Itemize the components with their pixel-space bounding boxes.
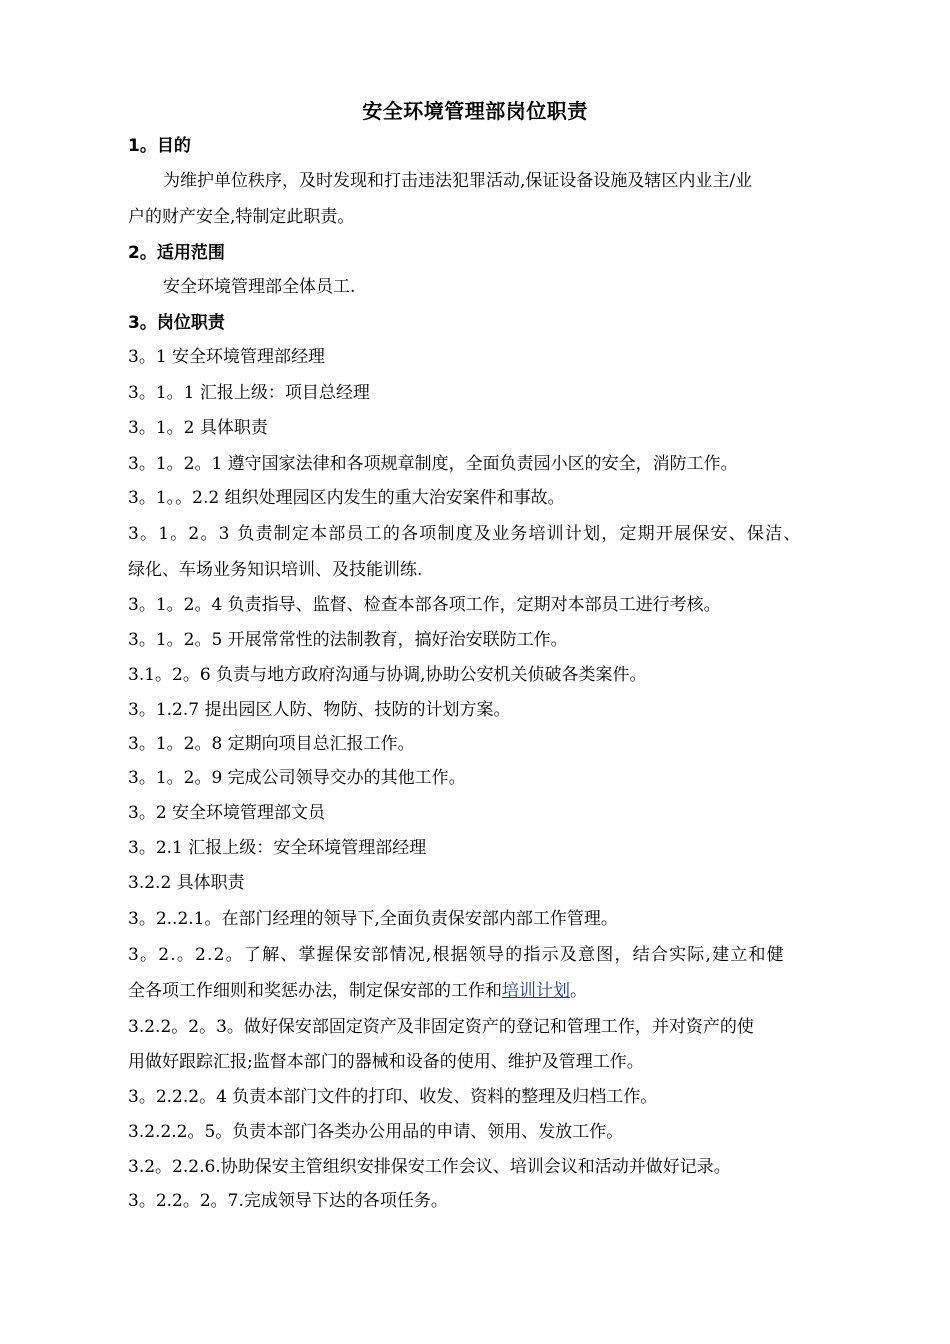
duty-line: 3。1。2 具体职责 — [128, 418, 268, 438]
duty-line: 3。1。2。5 开展常常性的法制教育，搞好治安联防工作。 — [128, 630, 568, 650]
section-heading-purpose: 1。目的 — [128, 136, 191, 156]
section-heading-duties: 3。岗位职责 — [128, 313, 225, 333]
duty-line — [128, 978, 587, 1004]
duty-line: 3。1。2。9 完成公司领导交办的其他工作。 — [128, 768, 466, 788]
duty-line: 3。2.2.2。4 负责本部门文件的打印、收发、资料的整理及归档工作。 — [128, 1087, 658, 1107]
purpose-text-line-2: 户的财产安全,特制定此职责。 — [128, 207, 355, 227]
document-title: 安全环境管理部岗位职责 — [362, 99, 588, 123]
duty-line: 3。1。2。4 负责指导、监督、检查本部各项工作，定期对本部员工进行考核。 — [128, 595, 721, 615]
duty-line-text: 。 — [570, 981, 587, 1001]
duty-line: 3.2.2 具体职责 — [128, 873, 245, 893]
duty-line: 3.1。2。6 负责与地方政府沟通与协调,协助公安机关侦破各类案件。 — [128, 665, 647, 685]
duty-line: 3。2 安全环境管理部文员 — [128, 803, 326, 823]
duty-line: 3.2.2.2。5。负责本部门各类办公用品的申请、领用、发放工作。 — [128, 1122, 624, 1142]
duty-line: 3。1。2。1 遵守国家法律和各项规章制度，全面负责园小区的安全，消防工作。 — [128, 454, 738, 474]
duty-line-text: 全各项工作细则和奖惩办法，制定保安部的工作和 — [128, 981, 502, 1001]
duty-line: 3。2..2.1。在部门经理的领导下,全面负责保安部内部工作管理。 — [128, 909, 618, 929]
duty-line: 3。1。。2.2 组织处理园区内发生的重大治安案件和事故。 — [128, 488, 565, 508]
duty-line: 3.2.2。2。3。做好保安部固定资产及非固定资产的登记和管理工作，并对资产的使 — [128, 1017, 754, 1037]
training-plan-link[interactable]: 培训计划 — [502, 981, 570, 1001]
duty-line: 用做好跟踪汇报;监督本部门的器械和设备的使用、维护及管理工作。 — [128, 1052, 644, 1072]
duty-line: 绿化、车场业务知识培训、及技能训练. — [128, 560, 423, 580]
duty-line: 3。1。2。3 负责制定本部员工的各项制度及业务培训计划，定期开展保安、保洁、 — [128, 524, 802, 544]
duty-line: 3。1。1 汇报上级：项目总经理 — [128, 383, 370, 403]
duty-line: 3。1。2。8 定期向项目总汇报工作。 — [128, 734, 415, 754]
duty-line: 3。2.2。2。7.完成领导下达的各项任务。 — [128, 1191, 448, 1211]
duty-line: 3。1.2.7 提出园区人防、物防、技防的计划方案。 — [128, 700, 511, 720]
duty-line: 3。2.。2.2。了解、掌握保安部情况,根据领导的指示及意图，结合实际,建立和健 — [128, 945, 785, 965]
section-heading-scope: 2。适用范围 — [128, 243, 225, 263]
duty-line: 3。2.1 汇报上级：安全环境管理部经理 — [128, 838, 427, 858]
scope-text: 安全环境管理部全体员工. — [163, 277, 356, 297]
duty-line: 3。1 安全环境管理部经理 — [128, 347, 326, 367]
purpose-text-line-1: 为维护单位秩序，及时发现和打击违法犯罪活动,保证设备设施及辖区内业主/业 — [163, 171, 753, 191]
duty-line: 3.2。2.2.6.协助保安主管组织安排保安工作会议、培训会议和活动并做好记录。 — [128, 1157, 731, 1177]
